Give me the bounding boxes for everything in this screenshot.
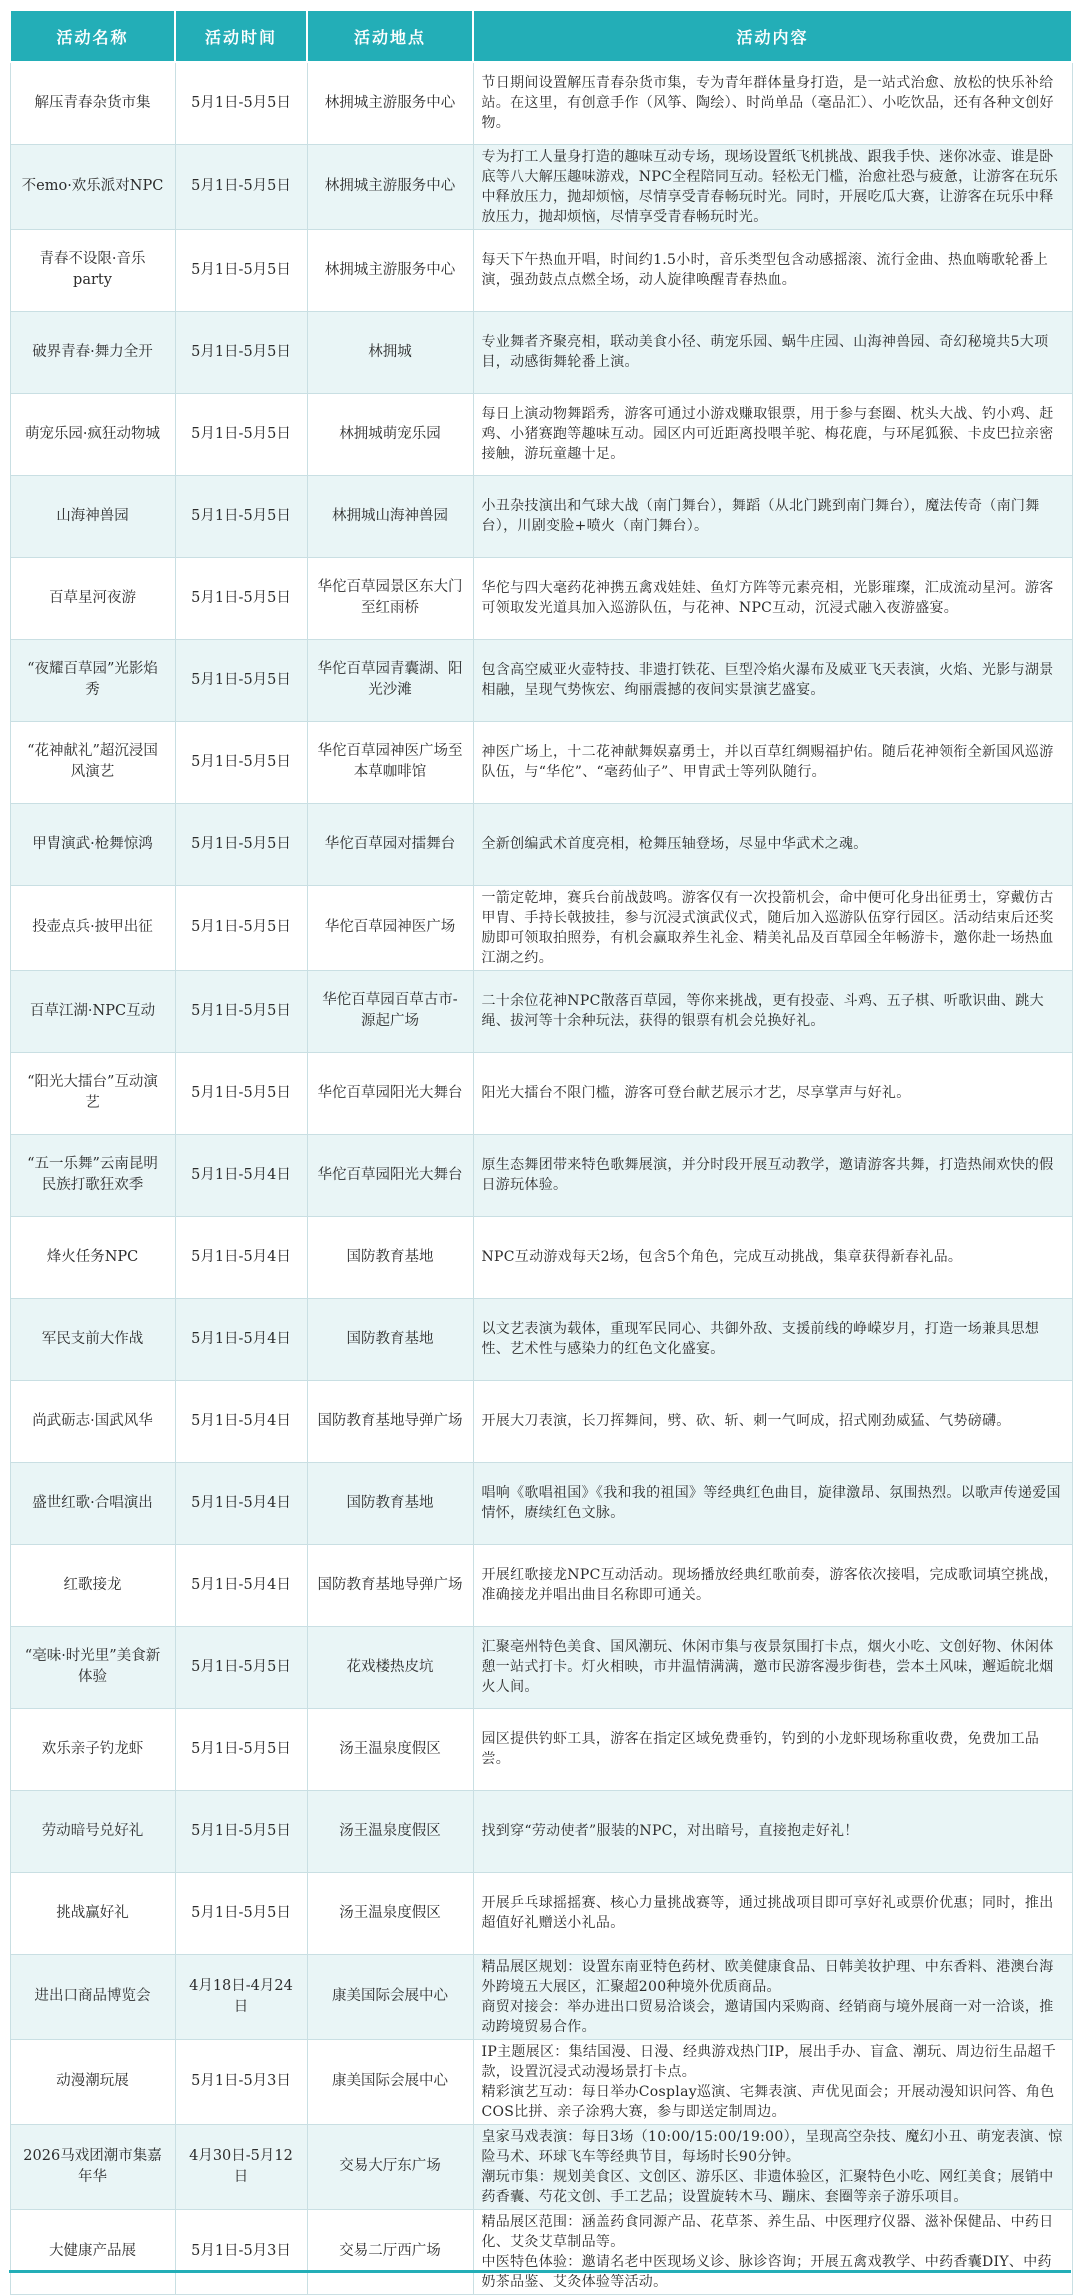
event-time-cell: 5月1日-5月5日 [175, 229, 307, 311]
event-name-cell: 烽火任务NPC [10, 1216, 175, 1298]
event-place-cell: 林拥城山海神兽园 [307, 475, 473, 557]
event-content-cell: 华佗与四大毫药花神携五禽戏娃娃、鱼灯方阵等元素亮相，光影璀璨，汇成流动星河。游客可领取发光道具加入巡游队伍，与花神、NPC互动，沉浸式融入夜游盛宴。 [473, 557, 1072, 639]
event-time-cell: 5月1日-5月5日 [175, 885, 307, 970]
event-place-cell: 国防教育基地 [307, 1298, 473, 1380]
event-name-cell: 挑战赢好礼 [10, 1872, 175, 1954]
table-row [10, 1298, 1072, 1380]
table-row [10, 2124, 1072, 2209]
event-name-cell: 军民支前大作战 [10, 1298, 175, 1380]
event-time-cell: 5月1日-5月5日 [175, 721, 307, 803]
event-place-cell: 国防教育基地 [307, 1216, 473, 1298]
event-name-cell: “亳味·时光里”美食新体验 [10, 1626, 175, 1708]
table-row [10, 62, 1072, 144]
event-place-cell: 林拥城主游服务中心 [307, 229, 473, 311]
event-content-cell: 唱响《歌唱祖国》《我和我的祖国》等经典红色曲目，旋律激昂、氛围热烈。以歌声传递爱国情怀，赓续红色文脉。 [473, 1462, 1072, 1544]
event-content-cell: 精品展区规划：设置东南亚特色药材、欧美健康食品、日韩美妆护理、中东香料、港澳台海外跨境五大展区，汇聚超200种境外优质商品。 商贸对接会：举办进出口贸易洽谈会，邀请国内采购商、经销商与境外展商一对一洽谈，推动跨境贸易合作。 [473, 1954, 1072, 2039]
event-time-cell: 5月1日-5月4日 [175, 1462, 307, 1544]
event-place-cell: 林拥城主游服务中心 [307, 62, 473, 144]
event-time-cell: 5月1日-5月5日 [175, 803, 307, 885]
event-place-cell: 康美国际会展中心 [307, 2039, 473, 2124]
event-place-cell: 花戏楼热皮坑 [307, 1626, 473, 1708]
event-name-cell: 百草江湖·NPC互动 [10, 970, 175, 1052]
event-place-cell: 国防教育基地导弹广场 [307, 1380, 473, 1462]
table-row [10, 1380, 1072, 1462]
event-name-cell: “阳光大擂台”互动演艺 [10, 1052, 175, 1134]
event-content-cell: 二十余位花神NPC散落百草园，等你来挑战，更有投壶、斗鸡、五子棋、听歌识曲、跳大绳、拔河等十余种玩法，获得的银票有机会兑换好礼。 [473, 970, 1072, 1052]
table-row [10, 970, 1072, 1052]
event-time-cell: 5月1日-5月4日 [175, 1216, 307, 1298]
event-name-cell: 百草星河夜游 [10, 557, 175, 639]
event-content-cell: 汇聚亳州特色美食、国风潮玩、休闲市集与夜景氛围打卡点，烟火小吃、文创好物、休闲体憩一站式打卡。灯火相映，市井温情满满，邀市民游客漫步街巷，尝本土风味，邂逅皖北烟火人间。 [473, 1626, 1072, 1708]
header-event-time: 活动时间 [175, 10, 307, 62]
event-content-cell: 每天下午热血开唱，时间约1.5小时，音乐类型包含动感摇滚、流行金曲、热血嗨歌轮番上演，强劲鼓点点燃全场，动人旋律唤醒青春热血。 [473, 229, 1072, 311]
event-place-cell: 华佗百草园景区东大门至红雨桥 [307, 557, 473, 639]
event-content-cell: 原生态舞团带来特色歌舞展演，并分时段开展互动教学，邀请游客共舞，打造热闹欢快的假日游玩体验。 [473, 1134, 1072, 1216]
table-header-row [10, 10, 1072, 62]
event-content-cell: 园区提供钓虾工具，游客在指定区域免费垂钓，钓到的小龙虾现场称重收费，免费加工品尝。 [473, 1708, 1072, 1790]
event-name-cell: 尚武砺志·国武风华 [10, 1380, 175, 1462]
event-content-cell: 开展乒乓球摇摇赛、核心力量挑战赛等，通过挑战项目即可享好礼或票价优惠；同时，推出超值好礼赠送小礼品。 [473, 1872, 1072, 1954]
header-event-content: 活动内容 [473, 10, 1072, 62]
table-row [10, 1052, 1072, 1134]
event-name-cell: 破界青春·舞力全开 [10, 311, 175, 393]
event-time-cell: 5月1日-5月5日 [175, 1872, 307, 1954]
event-content-cell: 精品展区范围：涵盖药食同源产品、花草茶、养生品、中医理疗仪器、滋补保健品、中药日化、艾灸艾草制品等。 中医特色体验：邀请名老中医现场义诊、脉诊咨询；开展五禽戏教学、中药香囊DIY、中药奶茶品鉴、艾灸体验等活动。 [473, 2209, 1072, 2294]
event-content-cell: 阳光大擂台不限门槛，游客可登台献艺展示才艺，尽享掌声与好礼。 [473, 1052, 1072, 1134]
event-place-cell: 华佗百草园阳光大舞台 [307, 1134, 473, 1216]
table-row [10, 1872, 1072, 1954]
event-name-cell: 青春不设限·音乐party [10, 229, 175, 311]
table-row [10, 803, 1072, 885]
event-time-cell: 4月18日-4月24日 [175, 1954, 307, 2039]
event-name-cell: 劳动暗号兑好礼 [10, 1790, 175, 1872]
header-event-name: 活动名称 [10, 10, 175, 62]
event-place-cell: 交易二厅西广场 [307, 2209, 473, 2294]
table-row [10, 2039, 1072, 2124]
table-row [10, 557, 1072, 639]
event-place-cell: 华佗百草园阳光大舞台 [307, 1052, 473, 1134]
event-time-cell: 5月1日-5月4日 [175, 1134, 307, 1216]
table-row [10, 1790, 1072, 1872]
table-row [10, 1134, 1072, 1216]
event-content-cell: 开展大刀表演，长刀挥舞间，劈、砍、斩、刺一气呵成，招式刚劲威猛、气势磅礴。 [473, 1380, 1072, 1462]
event-place-cell: 汤王温泉度假区 [307, 1872, 473, 1954]
event-time-cell: 5月1日-5月5日 [175, 639, 307, 721]
event-time-cell: 5月1日-5月3日 [175, 2039, 307, 2124]
event-name-cell: 盛世红歌·合唱演出 [10, 1462, 175, 1544]
table-row [10, 1626, 1072, 1708]
event-place-cell: 华佗百草园神医广场至本草咖啡馆 [307, 721, 473, 803]
event-time-cell: 5月1日-5月5日 [175, 970, 307, 1052]
event-content-cell: NPC互动游戏每天2场，包含5个角色，完成互动挑战，集章获得新春礼品。 [473, 1216, 1072, 1298]
event-content-cell: 找到穿“劳动使者”服装的NPC，对出暗号，直接抱走好礼！ [473, 1790, 1072, 1872]
event-time-cell: 5月1日-5月5日 [175, 144, 307, 229]
event-time-cell: 5月1日-5月5日 [175, 311, 307, 393]
event-place-cell: 华佗百草园对擂舞台 [307, 803, 473, 885]
event-time-cell: 5月1日-5月4日 [175, 1298, 307, 1380]
table-row [10, 885, 1072, 970]
event-content-cell: IP主题展区：集结国漫、日漫、经典游戏热门IP，展出手办、盲盒、潮玩、周边衍生品超千款，设置沉浸式动漫场景打卡点。 精彩演艺互动：每日举办Cosplay巡演、宅舞表演、声优见面会；开展动漫知识问答、角色COS比拼、亲子涂鸦大赛，参与即送定制周边。 [473, 2039, 1072, 2124]
event-time-cell: 5月1日-5月5日 [175, 475, 307, 557]
table-row [10, 393, 1072, 475]
event-place-cell: 国防教育基地 [307, 1462, 473, 1544]
table-row [10, 1462, 1072, 1544]
event-time-cell: 5月1日-5月3日 [175, 2209, 307, 2294]
table-row [10, 1216, 1072, 1298]
table-bottom-rule [9, 2270, 1071, 2273]
event-name-cell: 萌宠乐园·疯狂动物城 [10, 393, 175, 475]
event-schedule-table [9, 9, 1073, 2295]
event-name-cell: 山海神兽园 [10, 475, 175, 557]
table-row [10, 1954, 1072, 2039]
event-content-cell: 节日期间设置解压青春杂货市集，专为青年群体量身打造，是一站式治愈、放松的快乐补给站。在这里，有创意手作（风筝、陶绘）、时尚单品（毫品汇）、小吃饮品，还有各种文创好物。 [473, 62, 1072, 144]
event-content-cell: 全新创编武术首度亮相，枪舞压轴登场，尽显中华武术之魂。 [473, 803, 1072, 885]
event-content-cell: 专业舞者齐聚亮相，联动美食小径、萌宠乐园、蜗牛庄园、山海神兽园、奇幻秘境共5大项目，动感街舞轮番上演。 [473, 311, 1072, 393]
event-place-cell: 交易大厅东广场 [307, 2124, 473, 2209]
event-content-cell: 一箭定乾坤，赛兵台前战鼓鸣。游客仅有一次投箭机会，命中便可化身出征勇士，穿戴仿古甲胄、手持长戟披挂，参与沉浸式演武仪式，随后加入巡游队伍穿行园区。活动结束后还奖励即可领取拍照券，有机会赢取养生礼金、精美礼品及百草园全年畅游卡，邀你赴一场热血江湖之约。 [473, 885, 1072, 970]
event-time-cell: 5月1日-5月5日 [175, 557, 307, 639]
event-place-cell: 华佗百草园青囊湖、阳光沙滩 [307, 639, 473, 721]
event-place-cell: 华佗百草园神医广场 [307, 885, 473, 970]
event-time-cell: 5月1日-5月5日 [175, 393, 307, 475]
event-name-cell: 甲胄演武·枪舞惊鸿 [10, 803, 175, 885]
event-name-cell: 红歌接龙 [10, 1544, 175, 1626]
table-row [10, 639, 1072, 721]
event-name-cell: “五一乐舞”云南昆明民族打歌狂欢季 [10, 1134, 175, 1216]
event-place-cell: 林拥城萌宠乐园 [307, 393, 473, 475]
table-row [10, 144, 1072, 229]
event-time-cell: 4月30日-5月12日 [175, 2124, 307, 2209]
table-row [10, 2209, 1072, 2294]
event-name-cell: 动漫潮玩展 [10, 2039, 175, 2124]
event-place-cell: 国防教育基地导弹广场 [307, 1544, 473, 1626]
event-content-cell: 专为打工人量身打造的趣味互动专场，现场设置纸飞机挑战、跟我手快、迷你冰壶、谁是卧底等八大解压趣味游戏，NPC全程陪同互动。轻松无门槛，治愈社恐与疲惫，让游客在玩乐中释放压力，抛却烦恼，尽情享受青春畅玩时光。同时，开展吃瓜大赛，让游客在玩乐中释放压力，抛却烦恼，尽情享受青春畅玩时光。 [473, 144, 1072, 229]
event-time-cell: 5月1日-5月4日 [175, 1380, 307, 1462]
event-content-cell: 每日上演动物舞蹈秀，游客可通过小游戏赚取银票，用于参与套圈、枕头大战、钓小鸡、赶鸡、小猪赛跑等趣味互动。园区内可近距离投喂羊驼、梅花鹿，与环尾狐猴、卡皮巴拉亲密接触，游玩童趣十足。 [473, 393, 1072, 475]
table-row [10, 1544, 1072, 1626]
event-place-cell: 汤王温泉度假区 [307, 1708, 473, 1790]
event-name-cell: 进出口商品博览会 [10, 1954, 175, 2039]
event-time-cell: 5月1日-5月5日 [175, 1626, 307, 1708]
event-time-cell: 5月1日-5月5日 [175, 1052, 307, 1134]
event-name-cell: 欢乐亲子钓龙虾 [10, 1708, 175, 1790]
event-place-cell: 汤王温泉度假区 [307, 1790, 473, 1872]
table-row [10, 311, 1072, 393]
event-content-cell: 神医广场上，十二花神献舞娱嘉勇士，并以百草红绸赐福护佑。随后花神领衔全新国风巡游队伍，与“华佗”、“毫药仙子”、甲胄武士等列队随行。 [473, 721, 1072, 803]
event-name-cell: “夜耀百草园”光影焰秀 [10, 639, 175, 721]
event-name-cell: 投壶点兵·披甲出征 [10, 885, 175, 970]
event-place-cell: 华佗百草园百草古市-源起广场 [307, 970, 473, 1052]
event-place-cell: 康美国际会展中心 [307, 1954, 473, 2039]
event-name-cell: 大健康产品展 [10, 2209, 175, 2294]
event-content-cell: 小丑杂技演出和气球大战（南门舞台），舞蹈（从北门跳到南门舞台），魔法传奇（南门舞台），川剧变脸+喷火（南门舞台）。 [473, 475, 1072, 557]
table-row [10, 475, 1072, 557]
event-content-cell: 包含高空威亚火壶特技、非遗打铁花、巨型冷焰火瀑布及威亚飞天表演，火焰、光影与湖景相融，呈现气势恢宏、绚丽震撼的夜间实景演艺盛宴。 [473, 639, 1072, 721]
event-content-cell: 以文艺表演为载体，重现军民同心、共御外敌、支援前线的峥嵘岁月，打造一场兼具思想性、艺术性与感染力的红色文化盛宴。 [473, 1298, 1072, 1380]
event-time-cell: 5月1日-5月4日 [175, 1544, 307, 1626]
event-name-cell: 2026马戏团潮市集嘉年华 [10, 2124, 175, 2209]
table-row [10, 1708, 1072, 1790]
table-row [10, 721, 1072, 803]
event-time-cell: 5月1日-5月5日 [175, 1708, 307, 1790]
event-name-cell: 不emo·欢乐派对NPC [10, 144, 175, 229]
event-content-cell: 开展红歌接龙NPC互动活动。现场播放经典红歌前奏，游客依次接唱，完成歌词填空挑战，准确接龙并唱出曲目名称即可通关。 [473, 1544, 1072, 1626]
event-name-cell: “花神献礼”超沉浸国风演艺 [10, 721, 175, 803]
event-time-cell: 5月1日-5月5日 [175, 1790, 307, 1872]
event-content-cell: 皇家马戏表演：每日3场（10:00/15:00/19:00），呈现高空杂技、魔幻小丑、萌宠表演、惊险马术、环球飞车等经典节目，每场时长90分钟。 潮玩市集：规划美食区、文创区、游乐区、非遗体验区，汇聚特色小吃、网红美食；展销中药香囊、芍花文创、手工艺品；设置旋转木马、蹦床、套圈等亲子游乐项目。 [473, 2124, 1072, 2209]
table-row [10, 229, 1072, 311]
event-name-cell: 解压青春杂货市集 [10, 62, 175, 144]
event-place-cell: 林拥城 [307, 311, 473, 393]
header-event-place: 活动地点 [307, 10, 473, 62]
event-time-cell: 5月1日-5月5日 [175, 62, 307, 144]
event-place-cell: 林拥城主游服务中心 [307, 144, 473, 229]
